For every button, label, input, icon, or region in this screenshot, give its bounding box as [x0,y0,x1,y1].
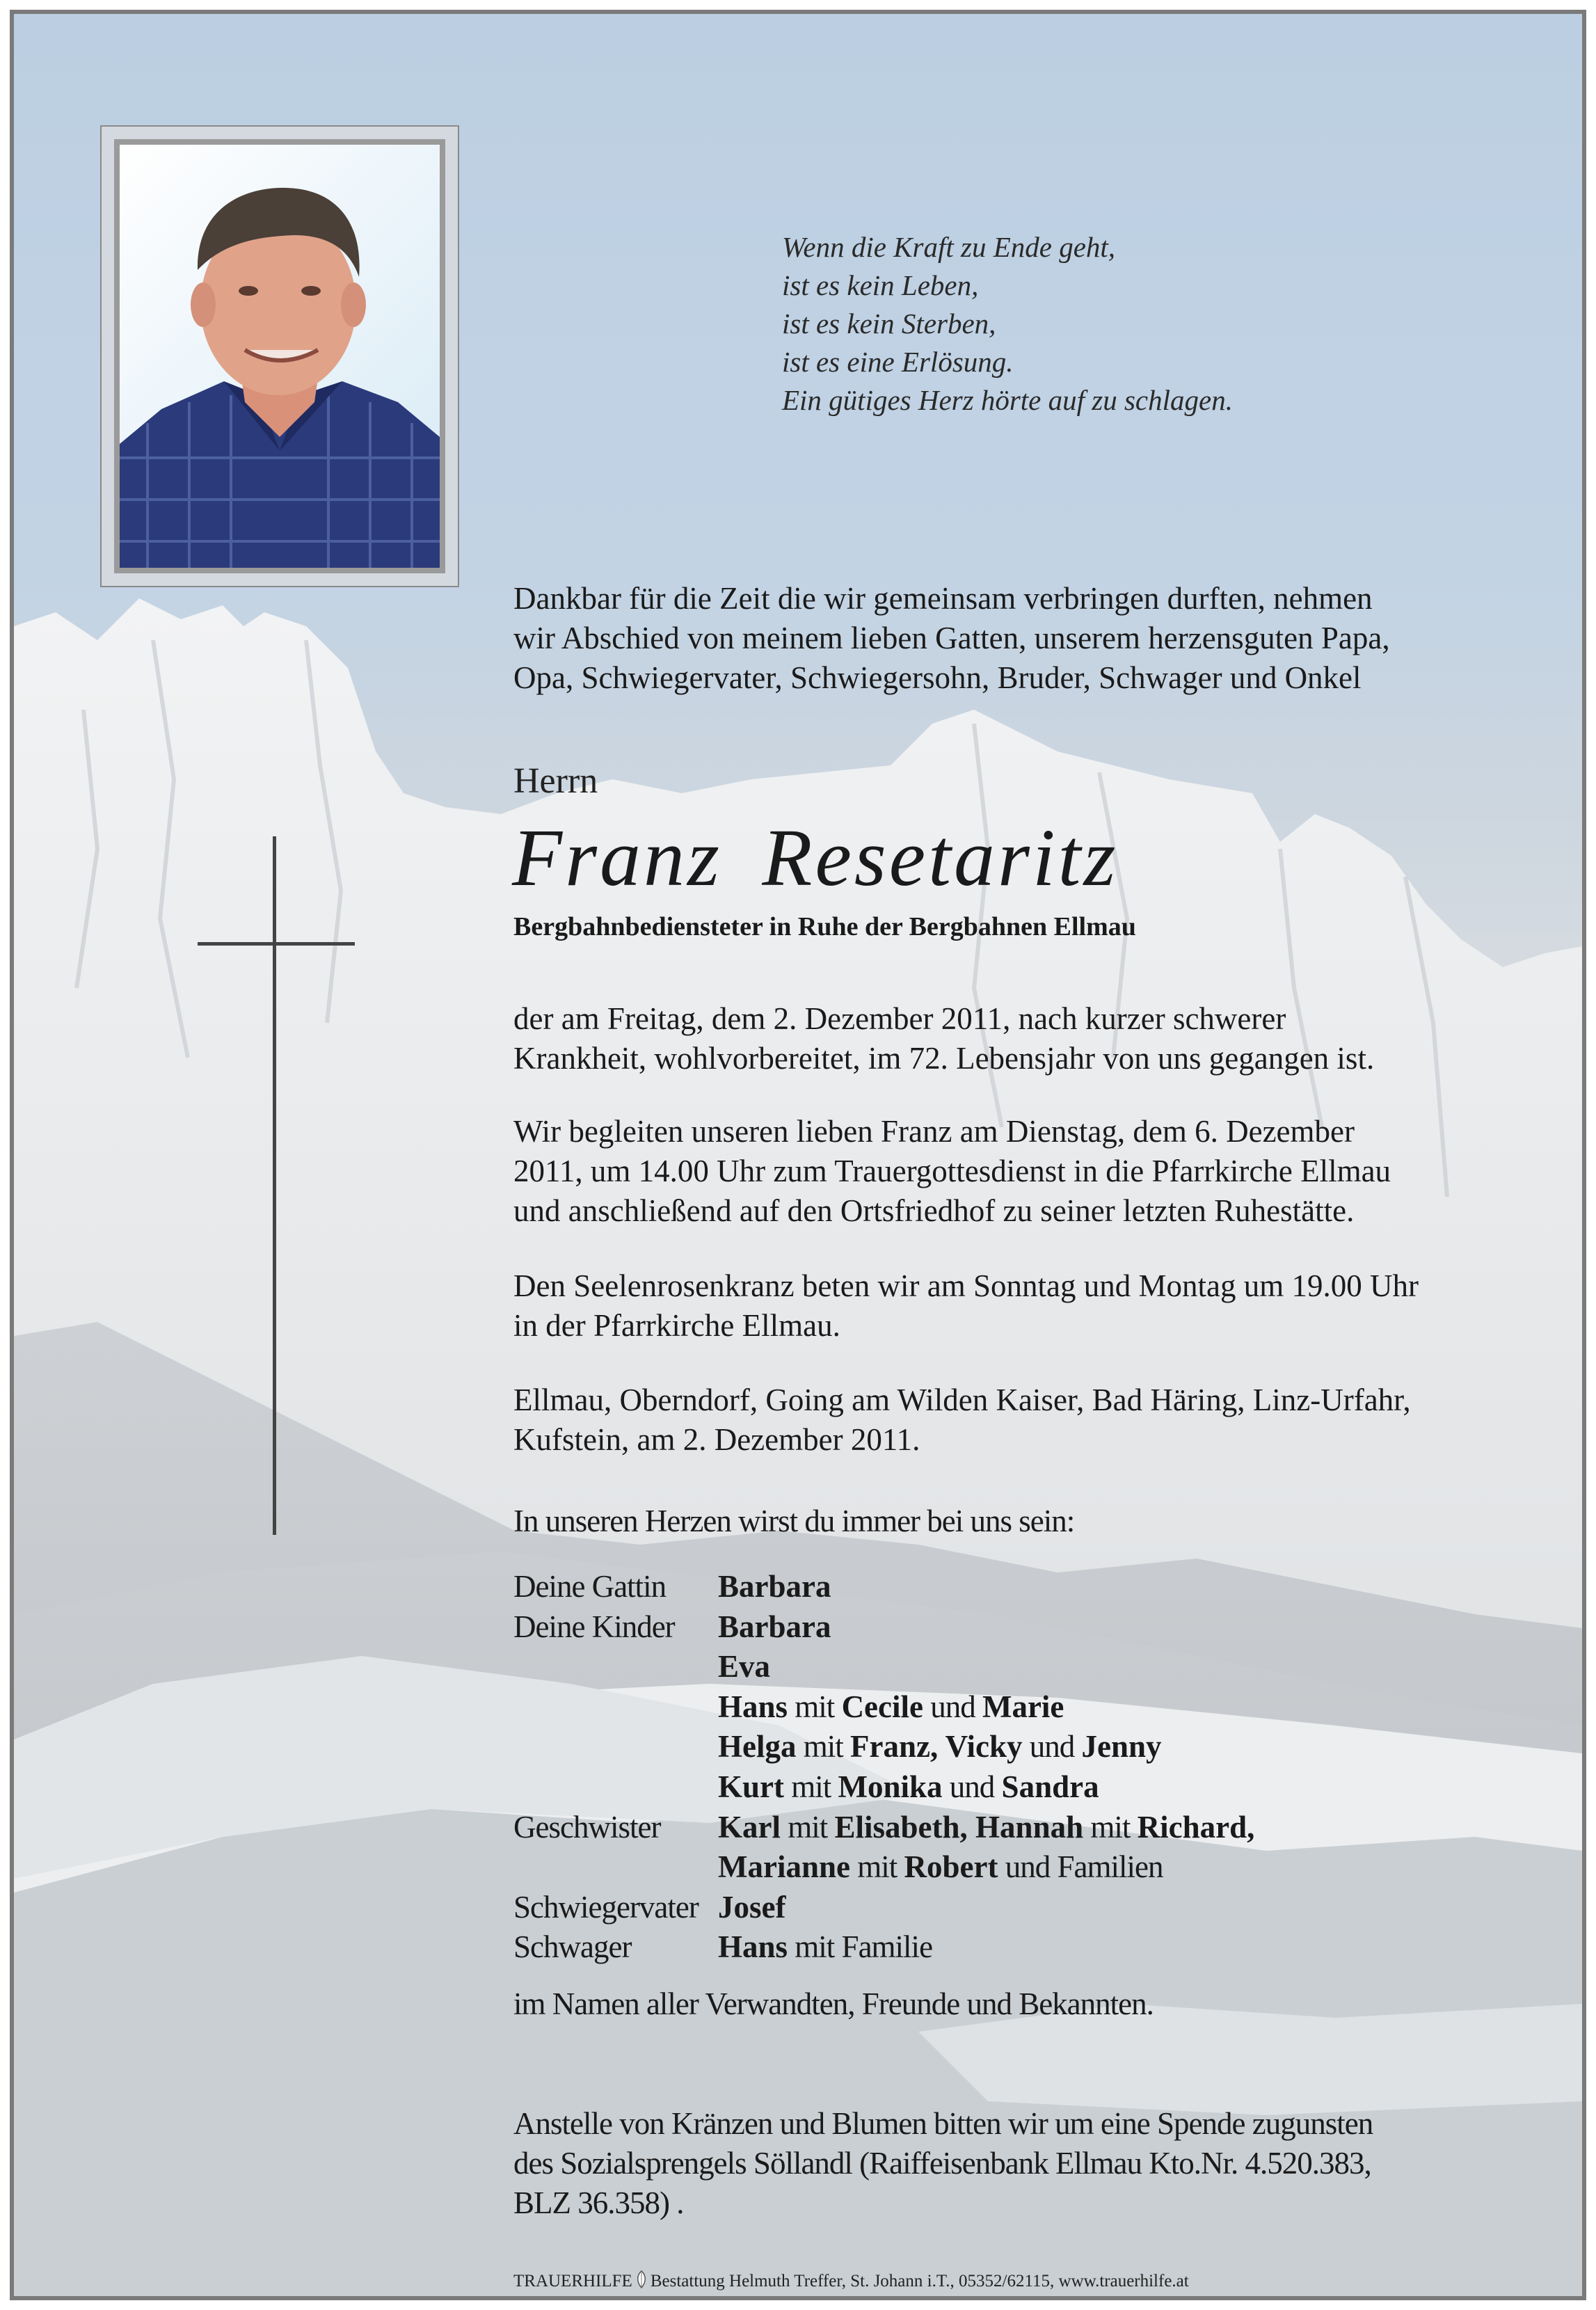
cross-icon [273,836,276,1535]
places-date [513,1380,1411,1460]
paragraph-line: Wir begleiten unseren lieben Franz am Dienstag, dem 6. Dezember [513,1114,1355,1149]
family-list [513,1567,1254,1968]
paragraph-line: Kufstein, am 2. Dezember 2011. [513,1422,920,1457]
family-relation-label: Geschwister [513,1809,661,1845]
donation-line: Anstelle von Kränzen und Blumen bitten wir um eine Spende zugunsten [513,2106,1373,2141]
first-name: Franz [512,812,722,903]
family-connector: mit [784,1769,838,1804]
family-relation-label: Deine Kinder [513,1609,675,1644]
last-name: Resetaritz [762,812,1119,903]
family-row [513,1847,1254,1888]
poem [782,228,1408,420]
family-connector: mit [1083,1809,1138,1845]
family-connector: und [1022,1729,1082,1765]
paragraph-line: Ellmau, Oberndorf, Going am Wilden Kaiser, Bad Häring, Linz-Urfahr, [513,1383,1411,1417]
portrait-photo [114,139,445,573]
family-connector: und Familien [998,1849,1163,1885]
family-member-name: Karl [718,1809,781,1845]
closing-line: im Namen aller Verwandten, Freunde und Bekannten. [513,1986,1154,2021]
family-names [718,1687,1064,1728]
family-relation-label [513,1647,718,1687]
portrait-frame [100,125,459,587]
paragraph-line: 2011, um 14.00 Uhr zum Trauergottesdienst in die Pfarrkirche Ellmau [513,1154,1391,1188]
family-connector: und [942,1769,1002,1804]
family-member-name: Franz, Vicky [850,1729,1023,1765]
intro-text [513,579,1390,698]
family-connector: mit [788,1689,842,1724]
intro-line: Dankbar für die Zeit die wir gemeinsam verbringen durften, nehmen [513,581,1373,616]
paragraph-line: Krankheit, wohlvorbereitet, im 72. Lebensjahr von uns gegangen ist. [513,1041,1375,1076]
family-member-name: Barbara [718,1569,831,1604]
family-row [513,1647,1254,1687]
family-row [513,1808,1254,1848]
donation-line: des Sozialsprengels Söllandl (Raiffeisenbank Ellmau Kto.Nr. 4.520.383, [513,2146,1371,2181]
family-row [513,1927,1254,1968]
profession: Bergbahnbediensteter in Ruhe der Bergbahnen Ellmau [513,912,1136,941]
intro-line: Opa, Schwiegervater, Schwiegersohn, Bruder, Schwager und Onkel [513,660,1362,695]
family-relation-label: Schwager [513,1929,632,1965]
family-row [513,1888,1254,1928]
family-names [718,1808,1254,1848]
family-row [513,1727,1254,1767]
family-connector: mit Familie [788,1929,933,1965]
salutation: Herrn [513,761,598,801]
family-member-name: Cecile [841,1689,923,1724]
paragraph-line: in der Pfarrkirche Ellmau. [513,1308,840,1343]
family-member-name: Barbara [718,1609,831,1644]
family-names [718,1888,785,1928]
footer-brand: TRAUERHILFE [513,2272,632,2291]
family-member-name: Eva [718,1649,771,1684]
footer-text: Bestattung Helmuth Treffer, St. Johann i.T., 05352/62115, www.trauerhilfe.at [650,2272,1189,2291]
death-notice [513,999,1374,1078]
family-connector: mit [849,1849,904,1885]
family-member-name: Marianne [718,1849,850,1885]
family-member-name: Sandra [1001,1769,1099,1804]
family-names [718,1927,932,1968]
family-member-name: Marie [982,1689,1064,1724]
paragraph-line: Den Seelenrosenkranz beten wir am Sonntag und Montag um 19.00 Uhr [513,1268,1419,1303]
family-relation-label: Schwiegervater [513,1889,699,1925]
rosary-notice [513,1266,1419,1346]
family-row [513,1687,1254,1728]
poem-line: Ein gütiges Herz hörte auf zu schlagen. [782,384,1233,416]
family-member-name: Monika [838,1769,943,1804]
family-names [718,1567,831,1607]
family-names [718,1647,770,1687]
cross-bar [198,942,355,946]
family-relation-label: Deine Gattin [513,1569,667,1604]
poem-line: ist es kein Leben, [782,269,979,301]
paragraph-line: In unseren Herzen wirst du immer bei uns sein: [513,1504,1075,1538]
family-relation-label [513,1727,718,1767]
family-member-name: Richard, [1137,1809,1255,1845]
family-member-name: Elisabeth, Hannah [834,1809,1084,1845]
family-connector: mit [780,1809,835,1845]
family-member-name: Helga [718,1729,797,1765]
donation-notice [513,2104,1373,2223]
family-names [718,1847,1163,1888]
leaf-icon [635,2270,648,2289]
deceased-name [512,813,1118,903]
paragraph-line: der am Freitag, dem 2. Dezember 2011, nach kurzer schwerer [513,1001,1286,1036]
family-names [718,1727,1162,1767]
intro-line: wir Abschied von meinem lieben Gatten, unserem herzensguten Papa, [513,621,1390,655]
family-row [513,1567,1254,1607]
closing [513,1984,1154,2024]
family-member-name: Josef [718,1889,786,1925]
hearts-line [513,1502,1074,1541]
family-relation-label [513,1687,718,1728]
family-names [718,1607,831,1648]
family-names [718,1767,1099,1808]
family-row [513,1607,1254,1648]
family-member-name: Robert [904,1849,998,1885]
family-connector: mit [796,1729,850,1765]
family-relation-label [513,1847,718,1888]
family-member-name: Kurt [718,1769,784,1804]
footer [513,2270,1189,2291]
family-member-name: Hans [718,1689,788,1724]
poem-line: Wenn die Kraft zu Ende geht, [782,231,1116,263]
paragraph-line: und anschließend auf den Ortsfriedhof zu seiner letzten Ruhestätte. [513,1193,1355,1228]
family-member-name: Hans [718,1929,788,1965]
donation-line: BLZ 36.358) . [513,2185,684,2220]
poem-line: ist es eine Erlösung. [782,346,1014,378]
family-member-name: Jenny [1081,1729,1162,1765]
funeral-notice [513,1112,1391,1231]
obituary-card [10,10,1586,2300]
family-relation-label [513,1767,718,1808]
poem-line: ist es kein Sterben, [782,308,996,340]
family-connector: und [923,1689,982,1724]
family-row [513,1767,1254,1808]
